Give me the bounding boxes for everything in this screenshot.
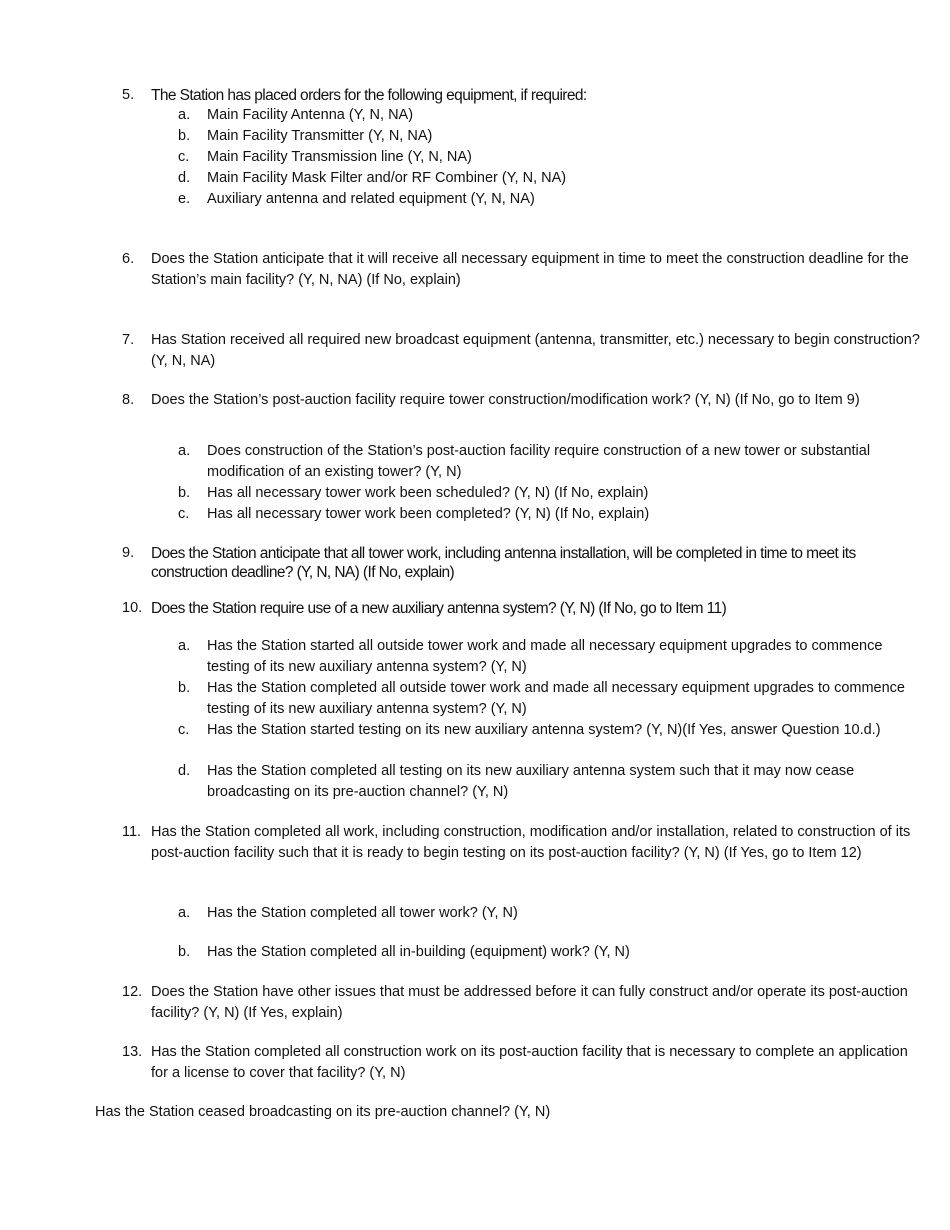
item-6-number: 6. (122, 251, 135, 267)
item-11-number: 11. (122, 824, 142, 840)
item-10c-text: Has the Station started testing on its new auxiliary antenna system? (Y, N)(If Yes, answer Question 10.d.) (207, 722, 881, 738)
item-5b-letter: b. (178, 128, 191, 144)
item-5b-text: Main Facility Transmitter (Y, N, NA) (207, 128, 433, 144)
item-5d-text: Main Facility Mask Filter and/or RF Combiner (Y, N, NA) (207, 170, 567, 186)
item-5c-text: Main Facility Transmission line (Y, N, NA) (207, 149, 472, 165)
item-10-number: 10. (122, 600, 143, 616)
item-11a-text: Has the Station completed all tower work? (Y, N) (207, 905, 518, 921)
item-10c-letter: c. (178, 722, 190, 738)
item-5-number: 5. (122, 87, 135, 103)
item-12-number: 12. (122, 984, 143, 1000)
item-10b-text: Has the Station completed all outside tower work and made all necessary equipment upgrades to commence testing of its new auxiliary antenna system? (Y, N) (207, 680, 905, 717)
item-5c-letter: c. (178, 149, 190, 165)
item-8-number: 8. (122, 392, 135, 408)
item-8c-text: Has all necessary tower work been completed? (Y, N) (If No, explain) (207, 506, 650, 522)
item-10d-letter: d. (178, 763, 191, 779)
item-7-text: Has Station received all required new broadcast equipment (antenna, transmitter, etc.) necessary to begin construction? (Y, N, NA) (151, 332, 920, 369)
pre-auction-broadcast-question: Has the Station ceased broadcasting on its pre-auction channel? (Y, N) (95, 1104, 551, 1120)
item-5a-text: Main Facility Antenna (Y, N, NA) (207, 107, 414, 123)
item-8a-text: Does construction of the Station’s post-auction facility require construction of a new tower or substantial modification of an existing tower? (Y, N) (207, 443, 871, 480)
item-10b-letter: b. (178, 680, 191, 696)
item-11-text: Has the Station completed all work, including construction, modification and/or installation, related to construction of its post-auction facility such that it is ready to begin testing on its post-auction facility? (Y, N) (If Yes, go to Item 12) (151, 824, 911, 861)
item-9-text: Does the Station anticipate that all tower work, including antenna installation, will be completed in time to meet its construction deadline? (Y, N, NA) (If No, explain) (151, 545, 856, 581)
item-10a-letter: a. (178, 638, 191, 654)
item-5-text: The Station has placed orders for the following equipment, if required: (151, 87, 587, 104)
item-11b-letter: b. (178, 944, 191, 960)
item-10a-text: Has the Station started all outside tower work and made all necessary equipment upgrades to commence testing of its new auxiliary antenna system? (Y, N) (207, 638, 883, 675)
item-8b-letter: b. (178, 485, 191, 501)
item-10-text: Does the Station require use of a new auxiliary antenna system? (Y, N) (If No, go to Item 11) (151, 600, 727, 617)
item-5e-letter: e. (178, 191, 191, 207)
item-5a-letter: a. (178, 107, 191, 123)
item-12-text: Does the Station have other issues that must be addressed before it can fully construct and/or operate its post-auction facility? (Y, N) (If Yes, explain) (151, 984, 908, 1021)
item-9-number: 9. (122, 545, 135, 561)
item-13-text: Has the Station completed all construction work on its post-auction facility that is necessary to complete an application for a license to cover that facility? (Y, N) (151, 1044, 908, 1081)
item-8b-text: Has all necessary tower work been scheduled? (Y, N) (If No, explain) (207, 485, 649, 501)
item-6-text: Does the Station anticipate that it will receive all necessary equipment in time to meet the construction deadline for the Station’s main facility? (Y, N, NA) (If No, explain) (151, 251, 909, 288)
item-11b-text: Has the Station completed all in-building (equipment) work? (Y, N) (207, 944, 630, 960)
item-5d-letter: d. (178, 170, 191, 186)
item-5e-text: Auxiliary antenna and related equipment (Y, N, NA) (207, 191, 535, 207)
item-11a-letter: a. (178, 905, 191, 921)
item-8c-letter: c. (178, 506, 190, 522)
item-8-text: Does the Station’s post-auction facility require tower construction/modification work? (Y, N) (If No, go to Item 9) (151, 392, 860, 408)
item-13-number: 13. (122, 1044, 143, 1060)
item-8a-letter: a. (178, 443, 191, 459)
item-10d-text: Has the Station completed all testing on its new auxiliary antenna system such that it may now cease broadcasting on its pre-auction channel? (Y, N) (207, 763, 855, 800)
item-7-number: 7. (122, 332, 135, 348)
